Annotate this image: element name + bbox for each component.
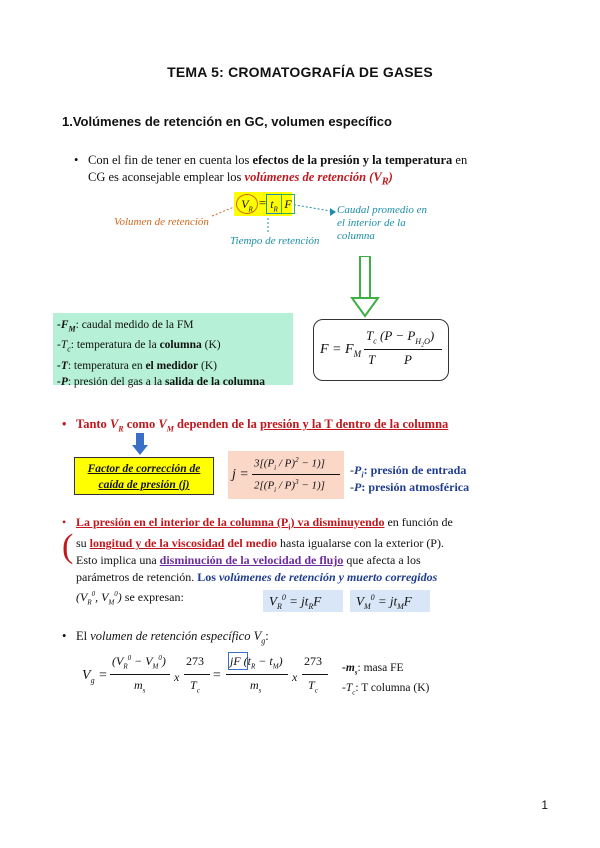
def-fm: $-F_M$: caudal medido de la FM	[57, 319, 194, 334]
j-formula-box: j = $3[(P_i / P)^2 - 1)$] $2[(P_i / P)^3 - 1)$]	[228, 451, 344, 499]
vg-formula: $V_g$ = $(V_R^0 - V_M^0)$ $m_s$ x 273 $T_c$ = jF $(t_R - t_M)$ $m_s$ x 273 $T_c$	[82, 652, 342, 702]
diagram-label-bottom: Tiempo de retención	[230, 235, 320, 247]
text-run: volúmenes de retención $(V_R)$	[244, 170, 393, 188]
bracket-icon: (	[62, 528, 74, 565]
factor-box: Factor de corrección de caída de presión (j)	[74, 457, 214, 495]
down-arrow-icon	[132, 433, 148, 455]
pi-definition: $-P_i$: presión de entrada	[350, 463, 467, 480]
p-definition: -P: presión atmosférica	[350, 480, 470, 494]
f-equation-box: $F = F_M$ $T_c$ $(P - P_{H_2O})$ T P	[313, 319, 449, 381]
text-run: efectos de la presión y la temperatura	[252, 153, 453, 167]
text-run: Con el fin de tener en cuenta los	[88, 153, 253, 167]
vr0-formula: $V_R^0 = jt_RF$	[263, 590, 343, 612]
def-tc: $-T_c$: temperatura de la columna (K)	[57, 339, 221, 354]
retention-diagram	[108, 188, 448, 254]
vg-definitions: $-m_s$: masa FE $-T_c$: T columna (K)	[342, 662, 430, 697]
bullet-dot: •	[74, 153, 79, 167]
paragraph-2: • Tanto $V_R$ como $V_M$ dependen de la presión y la T dentro de la columna	[62, 417, 449, 434]
diagram-label-left: Volumen de retención	[114, 216, 209, 228]
paragraph-3: • La presión en el interior de la columna $(P_i)$ va disminuyendo en función de su longitud y de la viscosidad del medio hasta igualarse con la exterior (P). Esto implica una disminución de la velocidad de flujo que afecta a los parámetros de retención. Los volúmenes de retención y muerto corregidos ($V_R^0$, $V_M^0$) se expresan:	[62, 515, 453, 607]
section-heading: 1.Volúmenes de retención en GC, volumen específico	[62, 114, 392, 129]
definitions-box	[53, 313, 293, 388]
def-p: -P: presión del gas a la salida de la columna	[57, 375, 265, 388]
text-run: CG es aconsejable emplear los	[88, 170, 245, 184]
page-title: TEMA 5: CROMATOGRAFÍA DE GASES	[167, 64, 433, 80]
paragraph-1	[74, 152, 508, 191]
vm0-formula: $V_M^0 = jt_MF$	[350, 590, 430, 612]
tr-symbol: $t_R$	[266, 194, 282, 214]
text-run: en	[452, 153, 468, 167]
paragraph-4: • El volumen de retención específico $V_g$:	[62, 629, 269, 646]
down-arrow-icon	[350, 256, 380, 318]
page-number: 1	[541, 798, 548, 812]
equals-sign: =	[258, 195, 267, 210]
diagram-label-right: Caudal promedio en el interior de la columna	[337, 204, 428, 242]
vr-symbol: $V_R$	[236, 194, 258, 214]
def-t: -T: temperatura en el medidor (K)	[57, 359, 217, 372]
f-symbol: F	[281, 194, 295, 214]
